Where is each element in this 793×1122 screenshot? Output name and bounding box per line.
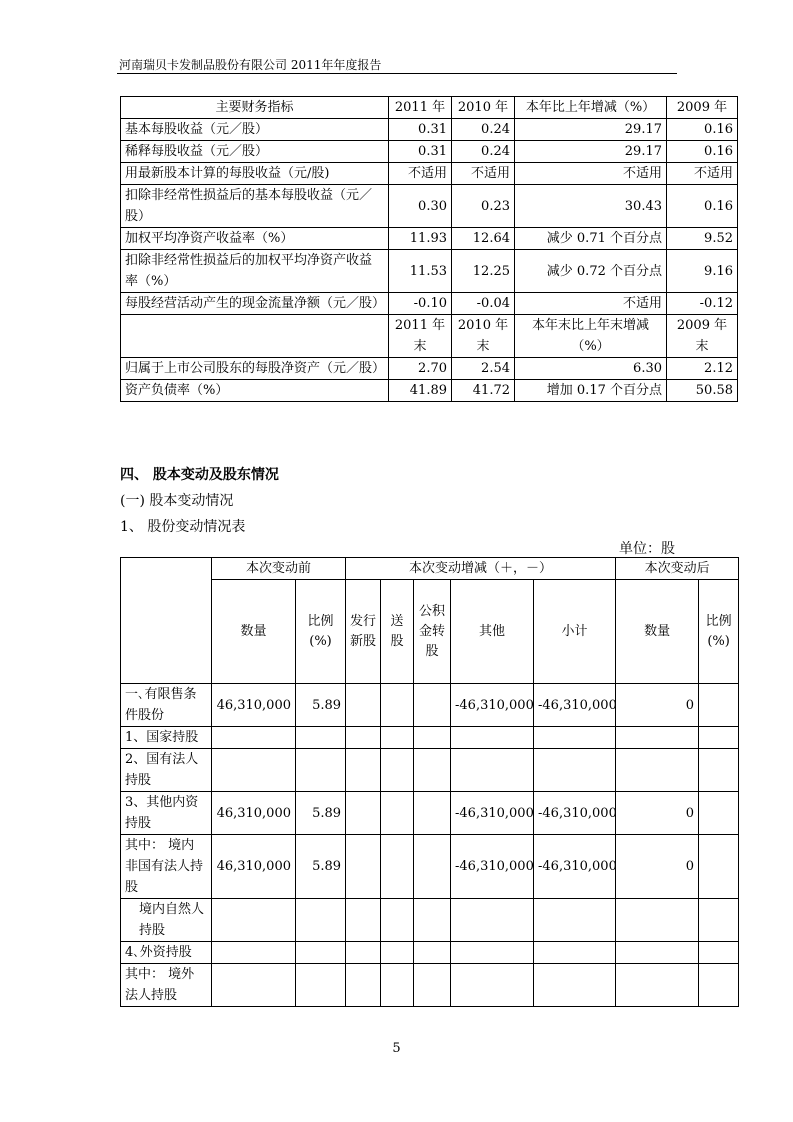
cell [346, 749, 381, 792]
cell: 30.43 [515, 185, 667, 228]
row-label: 其中： 境内非国有法人持股 [121, 835, 212, 899]
unit-label: 单位：股 [619, 541, 675, 557]
cell [296, 942, 346, 964]
cell [346, 727, 381, 749]
cell: 12.25 [452, 250, 515, 293]
cell [346, 792, 381, 835]
cell [381, 942, 414, 964]
header-cell [121, 315, 389, 358]
cell [451, 964, 534, 1007]
cell: -46,310,000 [534, 835, 616, 899]
document-header: 河南瑞贝卡发制品股份有限公司 2011年年度报告 [119, 58, 382, 72]
header-cell: 数量 [212, 580, 296, 684]
row-label: 用最新股本计算的每股收益（元/股) [121, 163, 389, 185]
table-row [121, 250, 738, 293]
cell [414, 942, 451, 964]
cell [534, 942, 616, 964]
cell [346, 684, 381, 727]
section-title: 四、 股本变动及股东情况 [120, 467, 279, 483]
cell [381, 727, 414, 749]
cell: 6.30 [515, 358, 667, 380]
cell: 9.52 [667, 228, 738, 250]
cell [451, 727, 534, 749]
cell: 2.70 [389, 358, 452, 380]
cell: 0.24 [452, 119, 515, 141]
cell [699, 749, 739, 792]
cell [414, 899, 451, 942]
header-cell: 送股 [381, 580, 414, 684]
header-cell: 本年比上年增减（%） [515, 97, 667, 119]
cell [381, 964, 414, 1007]
cell: 5.89 [296, 684, 346, 727]
row-label: 资产负债率（%） [121, 380, 389, 402]
cell [534, 899, 616, 942]
cell: -46,310,000 [451, 835, 534, 899]
cell [451, 749, 534, 792]
cell [414, 964, 451, 1007]
cell [414, 749, 451, 792]
cell [346, 899, 381, 942]
cell [212, 942, 296, 964]
cell: 增加 0.17 个百分点 [515, 380, 667, 402]
cell: 50.58 [667, 380, 738, 402]
cell [534, 749, 616, 792]
table-header-row [121, 97, 738, 119]
cell: 46,310,000 [212, 684, 296, 727]
cell: 减少 0.72 个百分点 [515, 250, 667, 293]
group-header-before: 本次变动前 [212, 558, 346, 580]
cell [699, 964, 739, 1007]
header-cell: 比例(%) [296, 580, 346, 684]
cell [296, 964, 346, 1007]
header-divider [117, 73, 677, 74]
cell: 0.24 [452, 141, 515, 163]
cell [381, 835, 414, 899]
table-row [121, 185, 738, 228]
row-label: 3、其他内资持股 [121, 792, 212, 835]
table-row [121, 835, 739, 899]
cell: 29.17 [515, 119, 667, 141]
table-row [121, 899, 739, 942]
row-label: 2、国有法人持股 [121, 749, 212, 792]
row-label: 归属于上市公司股东的每股净资产（元／股） [121, 358, 389, 380]
cell [534, 727, 616, 749]
share-change-table [120, 557, 739, 1007]
header-cell: 2011 年末 [389, 315, 452, 358]
cell: 不适用 [452, 163, 515, 185]
cell: -0.10 [389, 293, 452, 315]
group-header-row [121, 558, 739, 580]
cell [699, 899, 739, 942]
page-number: 5 [392, 1041, 401, 1056]
cell [414, 792, 451, 835]
cell [616, 749, 699, 792]
cell: 46,310,000 [212, 835, 296, 899]
header-cell: 比例(%) [699, 580, 739, 684]
header-cell: 小计 [534, 580, 616, 684]
header-cell: 2009 年末 [667, 315, 738, 358]
cell [414, 727, 451, 749]
header-cell: 本年末比上年末增减（%） [515, 315, 667, 358]
header-cell: 2009 年 [667, 97, 738, 119]
row-label: 基本每股收益（元／股） [121, 119, 389, 141]
cell [381, 684, 414, 727]
group-header-change: 本次变动增减（＋，－） [346, 558, 616, 580]
cell: 41.72 [452, 380, 515, 402]
cell [381, 792, 414, 835]
row-label: 1、国家持股 [121, 727, 212, 749]
group-header-after: 本次变动后 [616, 558, 739, 580]
cell: 2.54 [452, 358, 515, 380]
cell [296, 749, 346, 792]
cell: 0 [616, 835, 699, 899]
cell: 不适用 [515, 293, 667, 315]
cell [699, 792, 739, 835]
cell [616, 727, 699, 749]
header-cell: 2011 年 [389, 97, 452, 119]
cell [212, 727, 296, 749]
cell: 0.23 [452, 185, 515, 228]
cell: 5.89 [296, 835, 346, 899]
row-label: 一､有限售条件股份 [121, 684, 212, 727]
cell [616, 942, 699, 964]
cell [346, 835, 381, 899]
cell [296, 727, 346, 749]
table-row [121, 163, 738, 185]
cell [381, 749, 414, 792]
cell: -0.12 [667, 293, 738, 315]
cell [381, 899, 414, 942]
cell: 不适用 [515, 163, 667, 185]
table-row [121, 228, 738, 250]
cell: 5.89 [296, 792, 346, 835]
row-label: 扣除非经常性损益后的基本每股收益（元／股） [121, 185, 389, 228]
cell [451, 942, 534, 964]
cell [616, 964, 699, 1007]
table-row [121, 749, 739, 792]
cell: 0.16 [667, 141, 738, 163]
header-cell: 数量 [616, 580, 699, 684]
financial-indicators-table [120, 96, 738, 402]
table-row [121, 792, 739, 835]
subsection-title: 1、 股份变动情况表 [120, 519, 246, 535]
cell [699, 727, 739, 749]
cell: 29.17 [515, 141, 667, 163]
cell: 0 [616, 684, 699, 727]
table-row [121, 684, 739, 727]
corner-cell [121, 558, 212, 684]
row-label: 境内自然人持股 [121, 899, 212, 942]
header-cell: 2010 年末 [452, 315, 515, 358]
table-row [121, 727, 739, 749]
cell [616, 899, 699, 942]
cell: -46,310,000 [451, 684, 534, 727]
cell: 11.53 [389, 250, 452, 293]
cell [414, 684, 451, 727]
cell [346, 942, 381, 964]
cell [212, 899, 296, 942]
column-header-row [121, 580, 739, 684]
cell: -0.04 [452, 293, 515, 315]
cell [212, 749, 296, 792]
cell: 0.16 [667, 119, 738, 141]
row-label: 稀释每股收益（元／股） [121, 141, 389, 163]
header-cell: 其他 [451, 580, 534, 684]
row-label: 其中： 境外法人持股 [121, 964, 212, 1007]
cell: 12.64 [452, 228, 515, 250]
cell: 0 [616, 792, 699, 835]
cell [414, 835, 451, 899]
cell [346, 964, 381, 1007]
subsection-title: (一) 股本变动情况 [120, 493, 234, 509]
cell [534, 964, 616, 1007]
cell: 9.16 [667, 250, 738, 293]
cell: 0.31 [389, 141, 452, 163]
cell: 0.16 [667, 185, 738, 228]
cell: 不适用 [667, 163, 738, 185]
table-row [121, 380, 738, 402]
cell [699, 835, 739, 899]
table-row [121, 964, 739, 1007]
cell: -46,310,000 [534, 684, 616, 727]
cell: -46,310,000 [451, 792, 534, 835]
cell: 0.30 [389, 185, 452, 228]
table-row [121, 141, 738, 163]
cell [451, 899, 534, 942]
cell [212, 964, 296, 1007]
table-row [121, 293, 738, 315]
header-cell: 2010 年 [452, 97, 515, 119]
row-label: 扣除非经常性损益后的加权平均净资产收益率（%） [121, 250, 389, 293]
cell: 2.12 [667, 358, 738, 380]
row-label: 每股经营活动产生的现金流量净额（元／股） [121, 293, 389, 315]
table-row [121, 942, 739, 964]
cell: 46,310,000 [212, 792, 296, 835]
table-subheader-row [121, 315, 738, 358]
cell [296, 899, 346, 942]
header-cell: 主要财务指标 [121, 97, 389, 119]
cell: 11.93 [389, 228, 452, 250]
table-row [121, 119, 738, 141]
cell: -46,310,000 [534, 792, 616, 835]
header-cell: 公积金转股 [414, 580, 451, 684]
row-label: 加权平均净资产收益率（%） [121, 228, 389, 250]
table-row [121, 358, 738, 380]
header-cell: 发行新股 [346, 580, 381, 684]
cell [699, 684, 739, 727]
cell: 减少 0.71 个百分点 [515, 228, 667, 250]
cell [699, 942, 739, 964]
cell: 不适用 [389, 163, 452, 185]
cell: 0.31 [389, 119, 452, 141]
cell: 41.89 [389, 380, 452, 402]
row-label: 4､外资持股 [121, 942, 212, 964]
